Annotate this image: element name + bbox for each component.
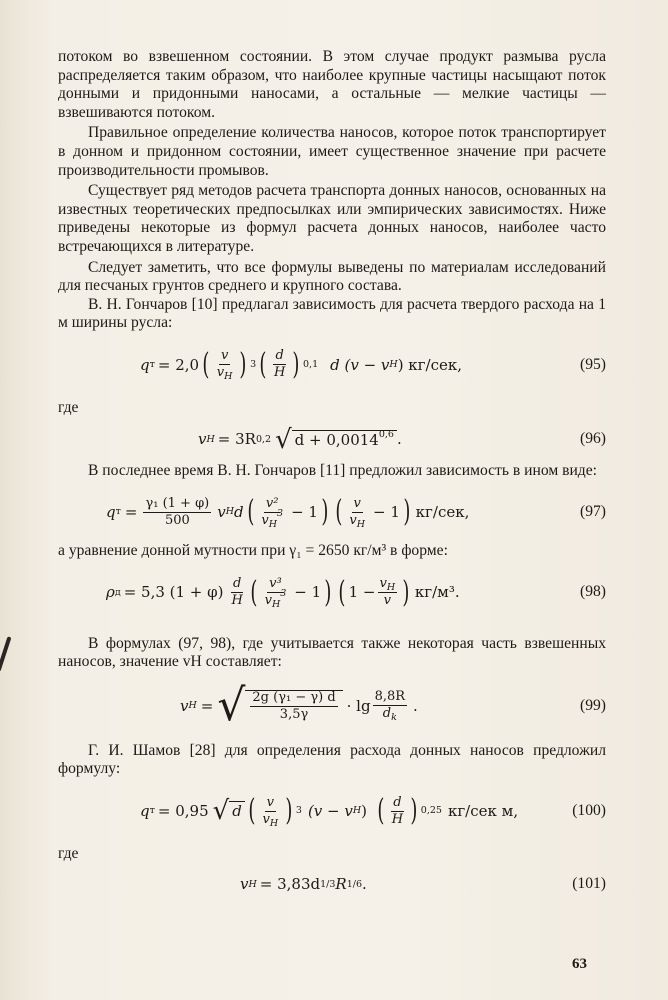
- eq95-number: (95): [580, 355, 606, 373]
- eq100-coef: = 0,95: [157, 801, 209, 820]
- eq96-rad-exp: 0,6: [378, 428, 394, 440]
- eq99-frac2-num: 8,8R: [374, 689, 406, 705]
- eq101-number: (101): [572, 875, 606, 893]
- page-number: 63: [572, 956, 587, 972]
- eq97-mid: v: [217, 502, 226, 521]
- eq98-number: (98): [580, 583, 606, 601]
- paragraph-6: В последнее время В. Н. Гончаров [11] предложил зависимость в ином виде:: [88, 461, 597, 479]
- eq98-one: 1 −: [348, 583, 376, 602]
- eq100-mid-end: ): [361, 801, 368, 820]
- eq96-rhs: = 3R: [217, 430, 256, 449]
- paragraph-5: В. Н. Гончаров [10] предлагал зависимость для расчета твердого расхода на 1 м ширины русла:: [58, 295, 606, 332]
- paragraph-7: а уравнение донной мутности при γ₁ = 2650 кг/м³ в форме:: [58, 542, 448, 560]
- eq97-frac2-den-sub: H: [268, 518, 278, 530]
- eq98-frac1-num: d: [233, 576, 242, 592]
- eq101-dot: .: [362, 875, 367, 894]
- eq99-frac-num: 2g (γ₁ − γ) d: [252, 689, 336, 705]
- eq97-number: (97): [580, 502, 606, 520]
- eq98-frac2-num: v³: [269, 576, 282, 592]
- eq98-frac3-den: v: [383, 593, 391, 609]
- eq97-lhs: q: [106, 502, 116, 521]
- eq95-lhs: q: [140, 355, 150, 374]
- eq98-lhs: ρ: [106, 583, 115, 602]
- eq98-frac1-den: H: [231, 593, 243, 609]
- paragraph-2: Правильное определение количества наносов, которое поток транспортирует в донном и придонном состоянии, имеет существенное значение при расчете производительности промывов.: [58, 124, 606, 179]
- eq97-minus1a: − 1: [291, 502, 318, 521]
- eq98-frac3-num-sub: H: [386, 582, 396, 594]
- eq97-frac3-num: v: [353, 495, 361, 511]
- eq99-frac2-den: d: [382, 706, 392, 722]
- equation-97: q т = $\frac{\text{γ₁ (1 + φ)}}{500}$ v H d ( $\frac{\text{v²}}{v_H^3}$ − 1 ) ( $\frac{v}{v_H}$ − 1 ) кг/сек, (97): [58, 486, 606, 538]
- eq97-frac3-den-sub: H: [356, 518, 366, 530]
- equation-96: v H = 3R 0,2 √ $d + 0,0014^{0,6}$ . (96): [58, 422, 606, 458]
- eq97-frac2-num: v²: [265, 495, 279, 511]
- eq98-frac2-den-sup: 3: [280, 588, 287, 600]
- equation-99: v H = √ $\frac{\text{2g (γ₁ − γ) d}}{3,5\gamma}$ · lg $\frac{8,8R}{d_k}$ . (99): [58, 678, 606, 734]
- eq98-coef: = 5,3 (1 + φ): [123, 583, 224, 602]
- eq99-number: (99): [580, 696, 606, 714]
- eq97-frac2-den: v: [261, 512, 269, 528]
- where-label-2: где: [58, 845, 79, 863]
- eq97-mid2: d: [234, 502, 244, 521]
- eq96-radicand: d + 0,0014: [294, 430, 379, 449]
- eq99-lg: · lg: [346, 696, 371, 715]
- eq95-frac1-den: v: [216, 365, 225, 381]
- eq95-tail: d (v − v: [330, 355, 390, 374]
- eq97-frac-den: 500: [164, 512, 190, 528]
- equation-100: q т = 0,95 √ d ( $\frac{v}{v_H}$ ) 3 (v − v H ) ( $\frac{d}{H}$ ) 0,25 кг/сек м, (100): [58, 785, 606, 837]
- eq97-frac3-den: v: [349, 512, 357, 528]
- eq100-mid: (v − v: [307, 801, 353, 820]
- eq101-lhs: v: [240, 875, 249, 894]
- equation-95: q т = 2,0 ( $\frac{v}{v_H}$ ) 3 ( $\frac{d}{H}$ ) 0,1 d (v − v H ) кг/сек, (95): [58, 339, 606, 391]
- eq100-frac1-num: v: [266, 794, 275, 810]
- eq100-frac1-den-sub: H: [269, 817, 279, 829]
- eq100-frac2-den: H: [391, 811, 404, 827]
- paragraph-3: Существует ряд методов расчета транспорта донных наносов, основанных на известных теоретических предпосылках или эмпирических зависимостях. Ниже приведены некоторые из формул расчета донных наносов, наиболее часто встречающихся в литературе.: [58, 182, 606, 255]
- eq98-frac2-den: v: [264, 593, 272, 609]
- eq101-r: R: [335, 875, 347, 894]
- eq99-frac-den: 3,5γ: [279, 706, 309, 722]
- eq95-coef: = 2,0: [157, 355, 200, 374]
- eq97-frac2-den-sup: 3: [277, 507, 284, 519]
- eq100-number: (100): [572, 801, 606, 819]
- eq100-frac1-den: v: [262, 811, 270, 827]
- eq98-frac2-den-sub: H: [271, 599, 281, 611]
- eq95-frac1-den-sub: H: [224, 371, 233, 383]
- eq99-equals: =: [200, 696, 214, 715]
- eq96-lhs: v: [198, 430, 207, 449]
- equation-101: v H = 3,83d 1/3 R 1/6 . (101): [58, 868, 606, 902]
- eq98-frac3-num: v: [379, 576, 387, 592]
- eq99-frac2-den-sub: k: [391, 712, 397, 724]
- equation-98: ρ д = 5,3 (1 + φ) $\frac{d}{H}$ ( $\frac{\text{v³}}{v_H^3}$ − 1 ) ( 1 − $\frac{v_H}{v}$ ) кг/м³. (98): [58, 567, 606, 619]
- eq95-frac2-num: d: [275, 348, 284, 364]
- paragraph-4: Следует заметить, что все формулы выведены по материалам исследований для песчаных грунтов среднего и крупного состава.: [58, 258, 606, 295]
- eq99-dot: .: [413, 696, 418, 715]
- margin-mark: [0, 636, 11, 671]
- eq100-radicand: d: [229, 801, 245, 821]
- eq98-minus1: − 1: [294, 583, 322, 602]
- eq96-dot: .: [396, 430, 402, 449]
- eq96-number: (96): [580, 430, 606, 448]
- eq100-unit: кг/сек м,: [447, 801, 519, 820]
- eq97-minus1b: − 1: [373, 502, 400, 521]
- where-label-1: где: [58, 398, 79, 416]
- eq100-frac2-num: d: [393, 794, 402, 810]
- paragraph-8: В формулах (97, 98), где учитывается также некоторая часть взвешенных наносов, значение vH составляет:: [58, 634, 606, 671]
- eq98-unit: кг/м³.: [414, 583, 460, 602]
- paragraph-9: Г. И. Шамов [28] для определения расхода донных наносов предложил формулу:: [58, 741, 606, 778]
- paragraph-1: потоком во взвешенном состоянии. В этом случае продукт размыва русла распределяется таким образом, что наиболее крупные частицы насыщают поток донными и придонными наносами, а остальные — мелкие частицы — взвешиваются потоком.: [58, 48, 606, 121]
- eq100-lhs: q: [140, 801, 150, 820]
- eq95-frac2-den: H: [273, 365, 286, 381]
- eq101-rhs: = 3,83d: [259, 875, 321, 894]
- eq97-unit: кг/сек,: [415, 502, 470, 521]
- text-column: [58, 48, 606, 902]
- eq97-frac-num: γ₁ (1 + φ): [145, 495, 210, 511]
- eq99-lhs: v: [180, 696, 189, 715]
- eq95-unit: ) кг/сек,: [397, 355, 463, 374]
- eq95-frac1-num: v: [220, 348, 229, 364]
